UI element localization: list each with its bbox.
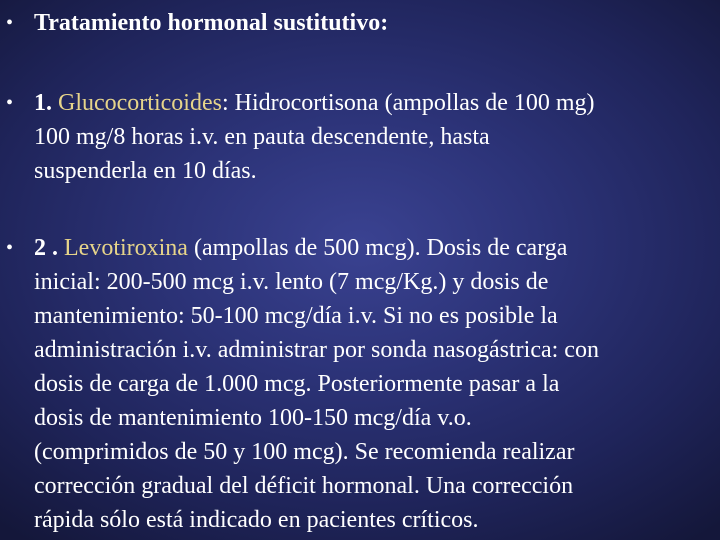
item-line: dosis de carga de 1.000 mcg. Posteriormente pasar a la	[34, 371, 560, 397]
item-line: (comprimidos de 50 y 100 mcg). Se recomienda realizar	[34, 439, 575, 465]
heading-text: Tratamiento hormonal sustitutivo:	[34, 10, 389, 36]
item-line-rest: : Hidrocortisona (ampollas de 100 mg)	[221, 90, 595, 116]
item-line: suspenderla en 10 días.	[34, 158, 257, 184]
item-term: Levotiroxina	[64, 235, 188, 261]
item-line: administración i.v. administrar por sonda nasogástrica: con	[34, 337, 599, 363]
item-number: 1.	[34, 90, 52, 116]
item-line: corrección gradual del déficit hormonal. Una corrección	[34, 473, 574, 499]
bullet-icon: •	[6, 92, 14, 114]
item-line: inicial: 200-500 mcg i.v. lento (7 mcg/Kg.) y dosis de	[34, 269, 549, 295]
item-line-rest: (ampollas de 500 mcg). Dosis de carga	[187, 235, 568, 261]
item-line: 100 mg/8 horas i.v. en pauta descendente, hasta	[34, 124, 490, 150]
item-line: mantenimiento: 50-100 mcg/día i.v. Si no es posible la	[34, 303, 558, 329]
item-line	[34, 86, 710, 120]
item-line: rápida sólo está indicado en pacientes críticos.	[34, 507, 479, 533]
item-line: dosis de mantenimiento 100-150 mcg/día v.o.	[34, 405, 472, 431]
item-text	[34, 231, 710, 537]
item-text	[34, 86, 710, 188]
item-line	[34, 231, 710, 265]
item-term: Glucocorticoides	[58, 90, 222, 116]
bullet-icon: •	[6, 237, 14, 259]
item-number: 2 .	[34, 235, 58, 261]
bullet-icon: •	[6, 12, 14, 34]
